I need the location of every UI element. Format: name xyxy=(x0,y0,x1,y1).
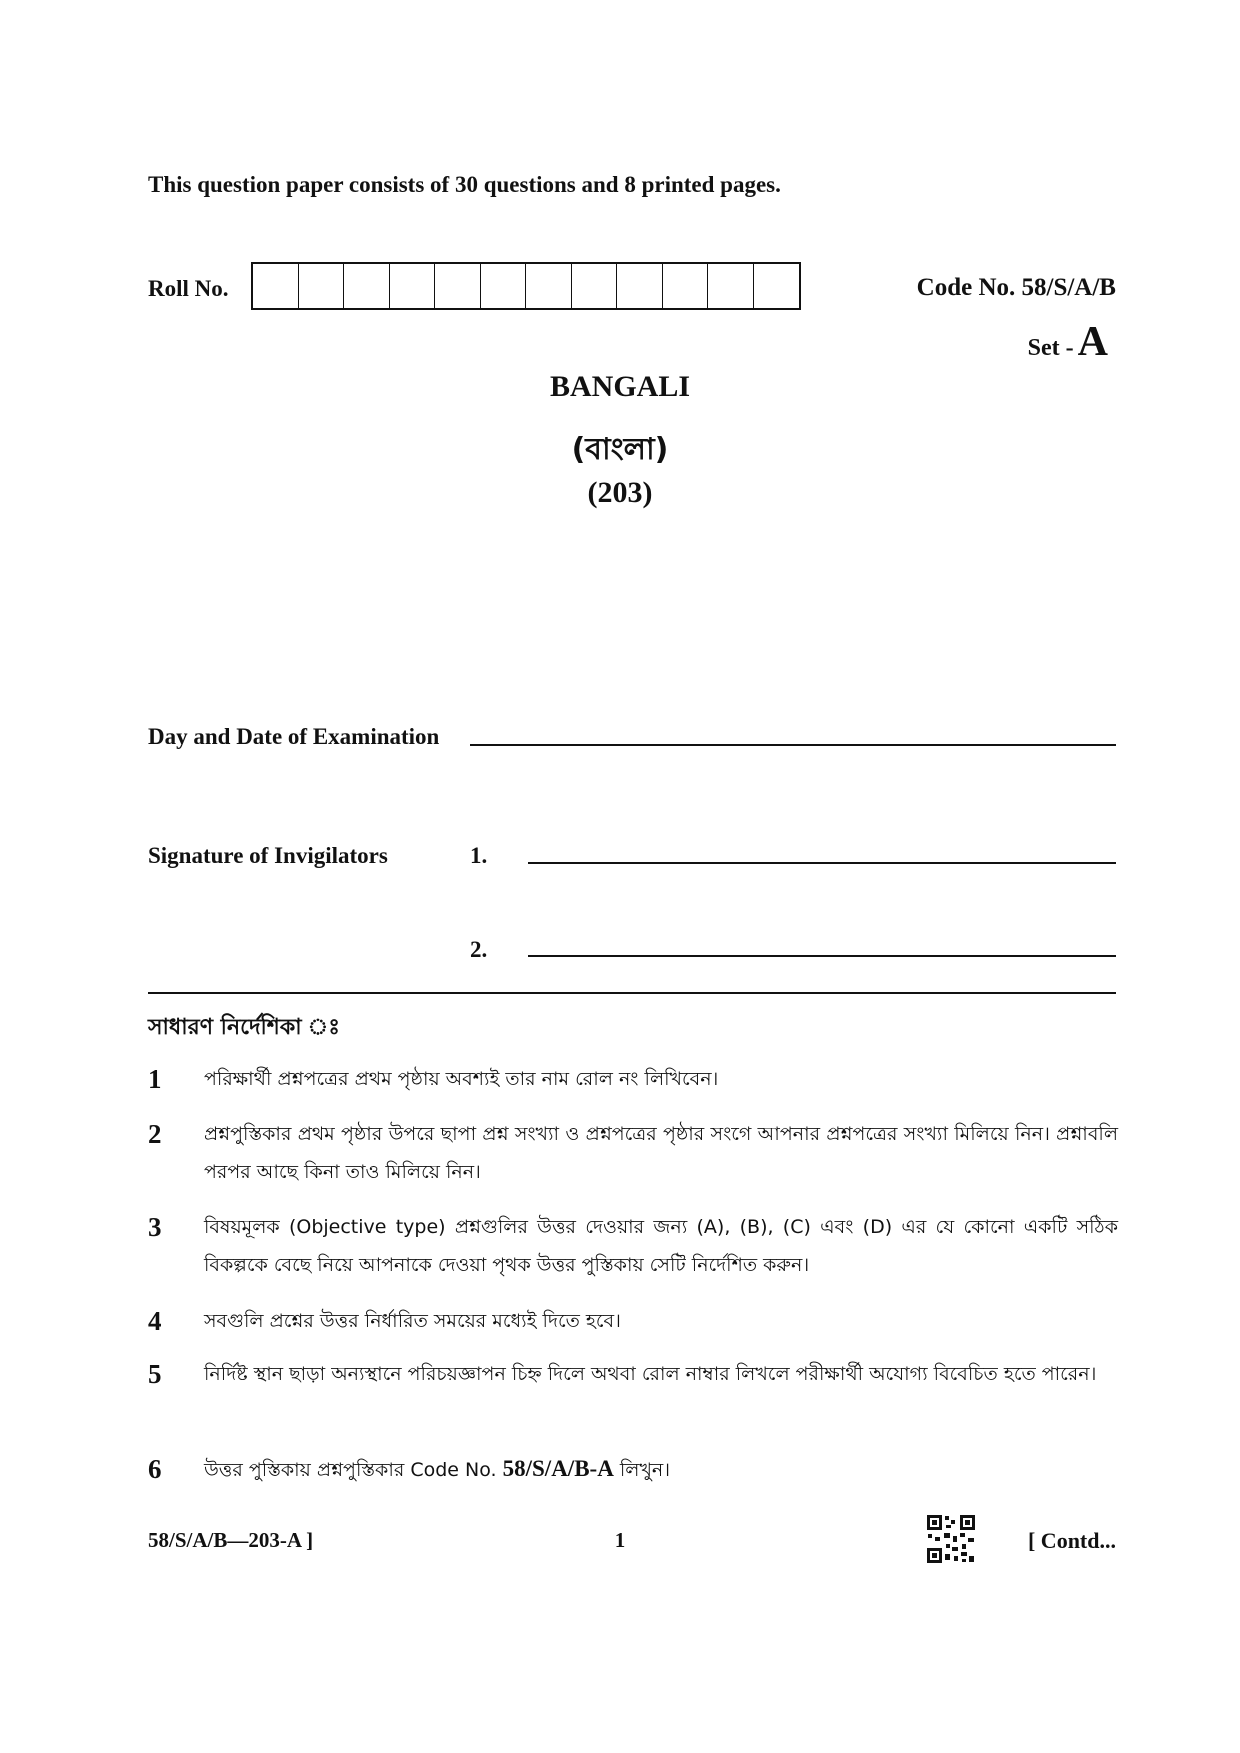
subject-code: (203) xyxy=(587,476,653,509)
roll-number-box[interactable] xyxy=(481,264,527,308)
roll-number-label: Roll No. xyxy=(148,276,229,301)
instruction-item xyxy=(148,1060,1118,1098)
instructions-heading: সাধারণ নির্দেশিকা ঃ xyxy=(148,1015,341,1040)
instruction-number: 4 xyxy=(148,1306,162,1336)
footer-paper-code: 58/S/A/B—203-A ] xyxy=(148,1528,314,1552)
instruction-text-post: লিখুন। xyxy=(619,1459,671,1481)
set-label: Set - xyxy=(1027,335,1074,361)
instruction-item xyxy=(148,1208,1118,1284)
instruction-code: 58/S/A/B-A xyxy=(502,1456,614,1481)
exam-date-line[interactable] xyxy=(470,744,1116,746)
instruction-number: 3 xyxy=(148,1212,162,1242)
subject-title-native: (বাংলা) xyxy=(571,432,669,467)
section-divider xyxy=(148,992,1116,994)
instruction-number: 6 xyxy=(148,1454,162,1484)
continued-marker: [ Contd... xyxy=(1027,1528,1116,1553)
instruction-text: সবগুলি প্রশ্নের উত্তর নির্ধারিত সময়ের মধ্যেই দিতে হবে। xyxy=(204,1310,621,1332)
roll-number-box[interactable] xyxy=(390,264,436,308)
invigilator-1-number: 1. xyxy=(470,843,488,868)
instruction-number: 2 xyxy=(148,1119,162,1149)
roll-number-box[interactable] xyxy=(572,264,618,308)
instruction-text: বিষয়মূলক (Objective type) প্রশ্নগুলির উত্তর দেওয়ার জন্য (A), (B), (C) এবং (D) এর যে কোনো একটি সঠিক বিকল্পকে বেছে নিয়ে আপনাকে দেওয়া পৃথক উত্তর পুস্তিকায় সেটি নির্দেশিত করুন। xyxy=(204,1216,1118,1276)
invigilator-1-signature-line[interactable] xyxy=(528,862,1116,864)
instruction-item xyxy=(148,1450,1118,1489)
instruction-text: পরিক্ষার্থী প্রশ্নপত্রের প্রথম পৃষ্ঠায় অবশ্যই তার নাম রোল নং লিখিবেন। xyxy=(204,1068,719,1090)
instruction-item xyxy=(148,1302,1118,1340)
invigilator-2-signature-line[interactable] xyxy=(528,955,1116,957)
page-number: 1 xyxy=(614,1528,626,1552)
roll-number-box[interactable] xyxy=(253,264,299,308)
instruction-text-pre: উত্তর পুস্তিকায় প্রশ্নপুস্তিকার Code No. xyxy=(204,1459,497,1481)
instruction-item xyxy=(148,1115,1118,1191)
instruction-item xyxy=(148,1355,1118,1393)
instruction-number: 1 xyxy=(148,1064,162,1094)
roll-number-box[interactable] xyxy=(708,264,754,308)
instruction-text: প্রশ্নপুস্তিকার প্রথম পৃষ্ঠার উপরে ছাপা প্রশ্ন সংখ্যা ও প্রশ্নপত্রের পৃষ্ঠার সংগে আপনার প্রশ্নপত্রের সংখ্যা মিলিয়ে নিন। প্রশ্নাবলি পরপর আছে কিনা তাও মিলিয়ে নিন। xyxy=(204,1123,1118,1183)
roll-number-box[interactable] xyxy=(526,264,572,308)
qr-code-icon xyxy=(926,1514,976,1564)
roll-number-box[interactable] xyxy=(435,264,481,308)
subject-title: BANGALI xyxy=(549,370,691,403)
instruction-text: নির্দিষ্ট স্থান ছাড়া অন্যস্থানে পরিচয়জ্ঞাপন চিহ্ন দিলে অথবা রোল নাম্বার লিখলে পরীক্ষার্থী অযোগ্য বিবেচিত হতে পারেন। xyxy=(204,1363,1097,1385)
instruction-number: 5 xyxy=(148,1359,162,1389)
set-indicator xyxy=(1028,318,1108,366)
roll-number-box[interactable] xyxy=(299,264,345,308)
roll-number-box[interactable] xyxy=(344,264,390,308)
roll-number-box[interactable] xyxy=(663,264,709,308)
paper-summary-note: This question paper consists of 30 questions and 8 printed pages. xyxy=(148,172,781,197)
code-number: Code No. 58/S/A/B xyxy=(916,274,1116,301)
invigilators-label: Signature of Invigilators xyxy=(148,843,388,868)
roll-number-box[interactable] xyxy=(754,264,800,308)
invigilator-2-number: 2. xyxy=(470,937,488,962)
exam-date-label: Day and Date of Examination xyxy=(148,724,440,749)
set-value: A xyxy=(1077,319,1108,365)
roll-number-box[interactable] xyxy=(617,264,663,308)
instruction-text xyxy=(204,1450,1118,1489)
roll-number-boxes[interactable] xyxy=(251,262,801,310)
